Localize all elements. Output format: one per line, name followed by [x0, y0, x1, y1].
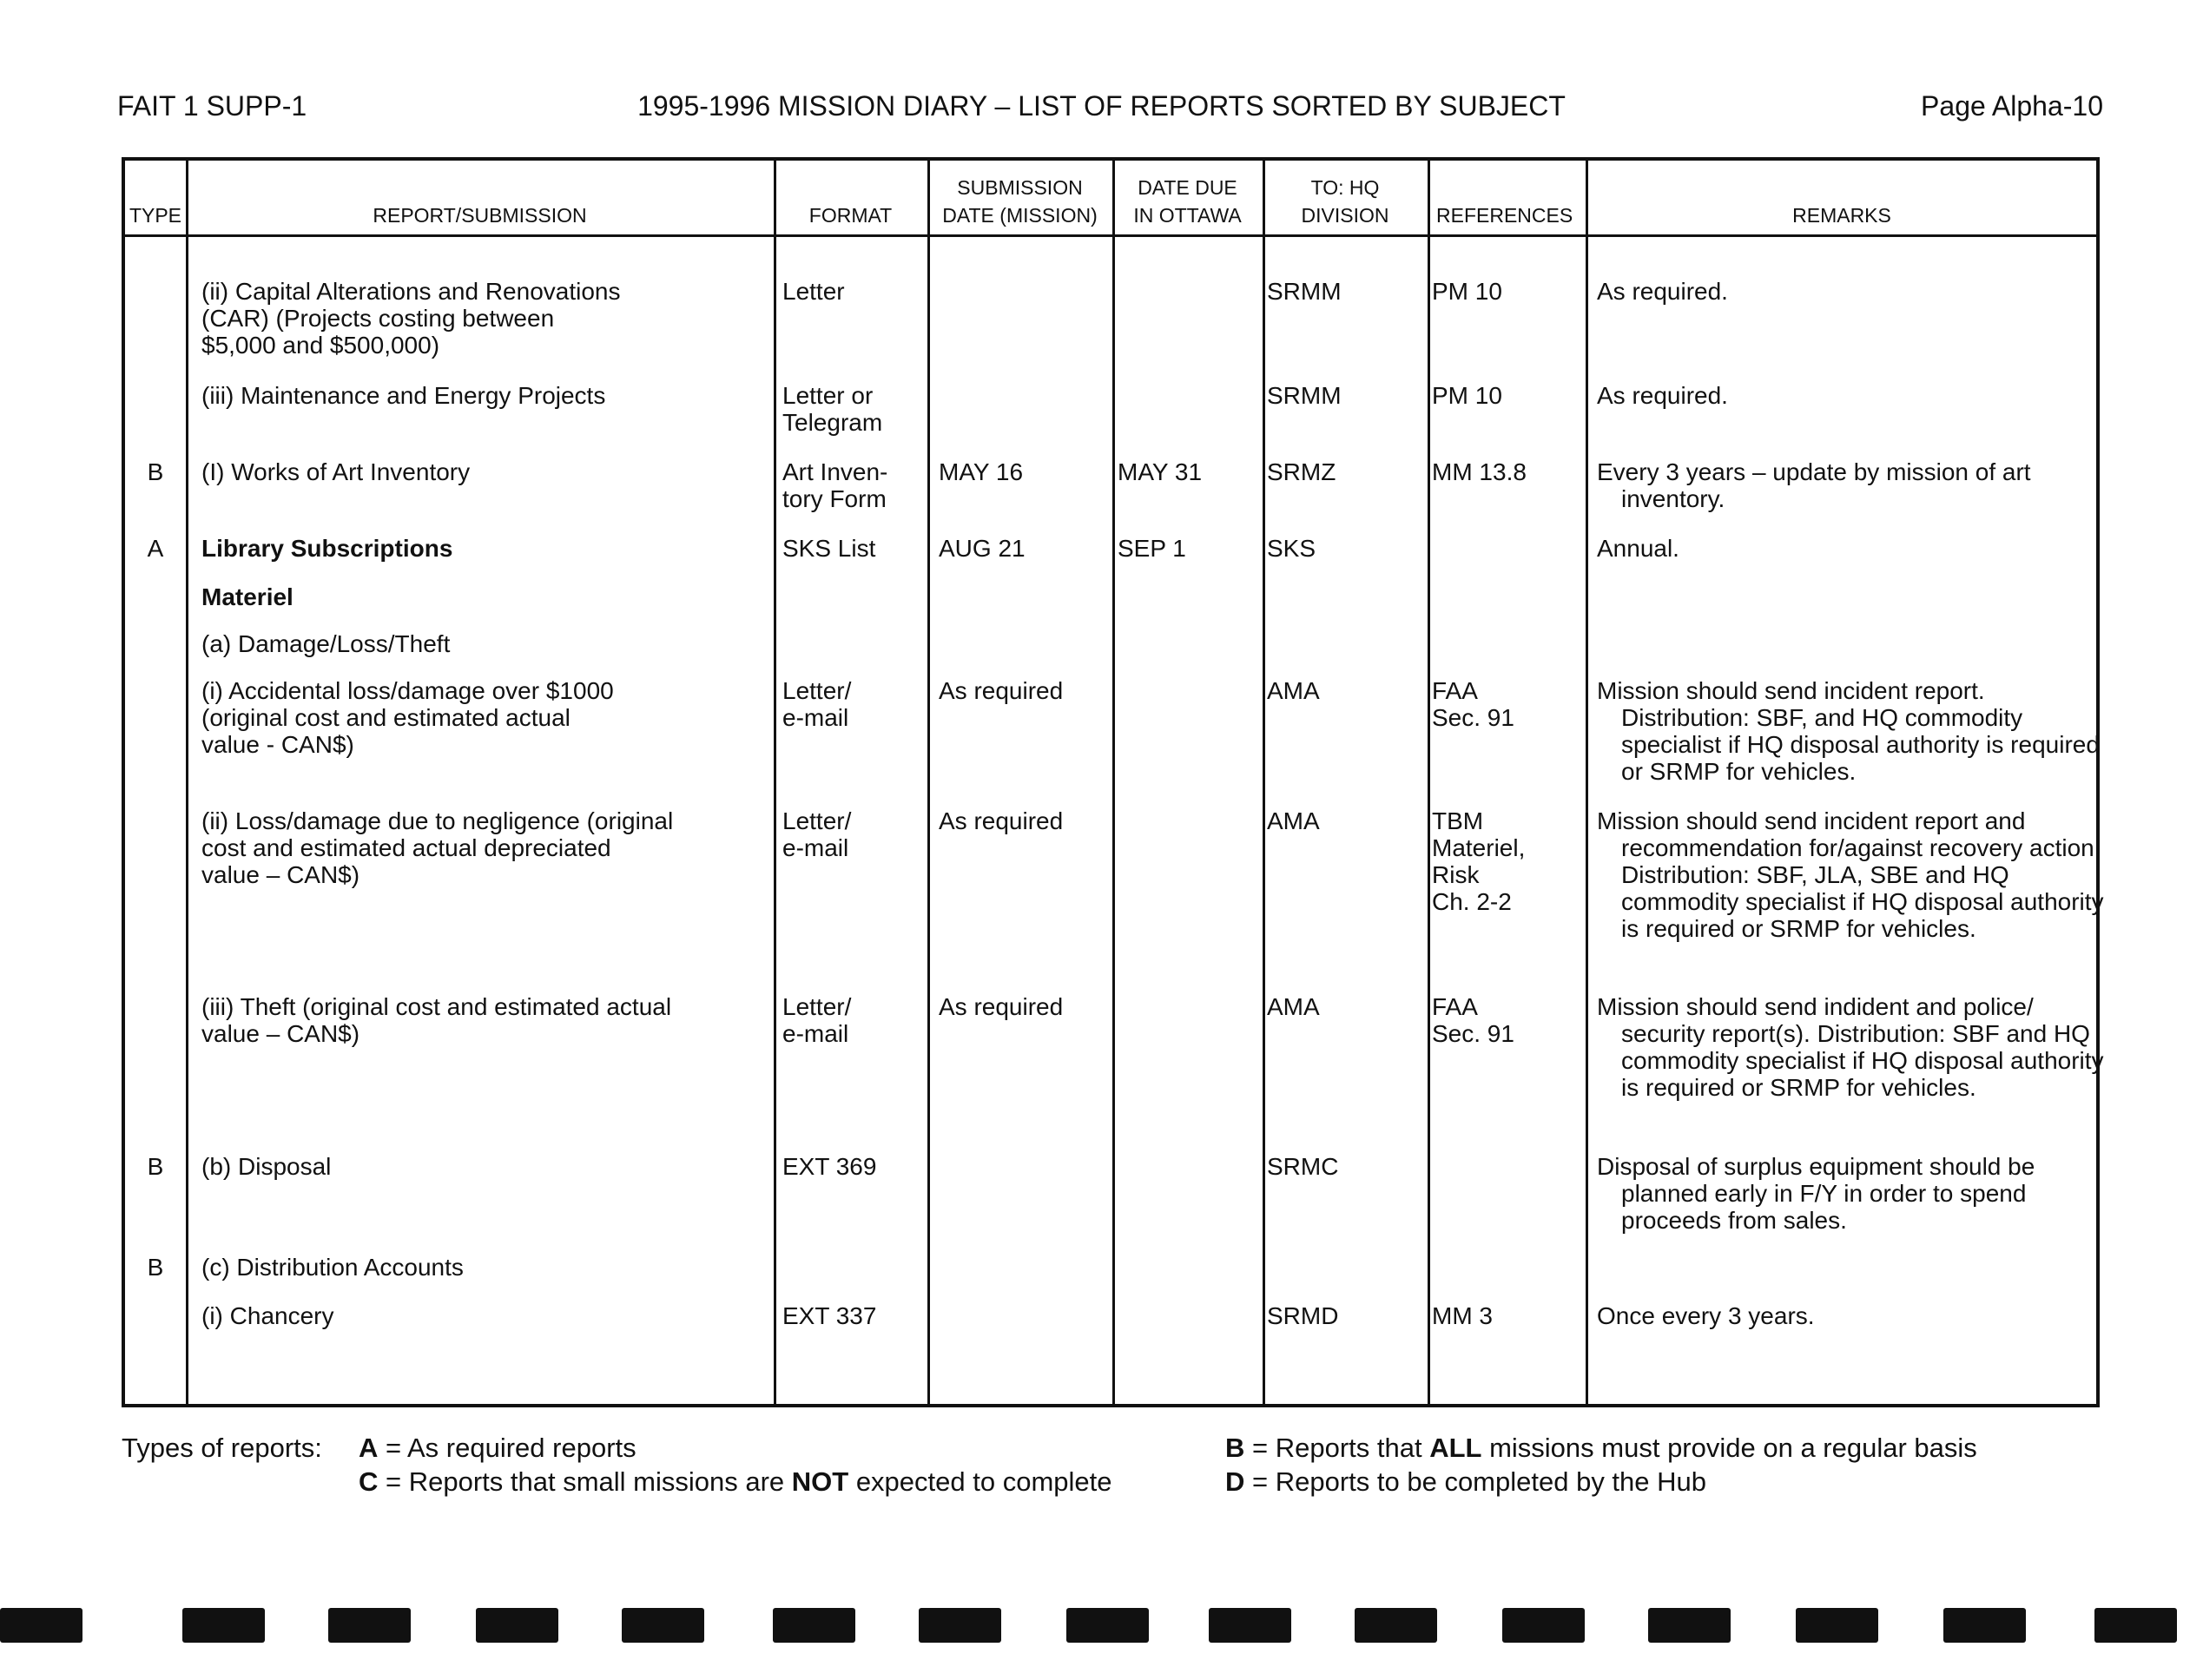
column-divider — [927, 161, 930, 1404]
legend-item-b — [1225, 1433, 1977, 1464]
binder-punch-hole — [476, 1608, 558, 1643]
binder-punch-hole — [328, 1608, 411, 1643]
table-cell-division: SRMM — [1267, 382, 1342, 409]
binder-punch-hole — [1648, 1608, 1731, 1643]
legend-emphasis-all: ALL — [1429, 1433, 1482, 1463]
table-cell-remarks: Once every 3 years. — [1597, 1302, 1815, 1329]
table-cell-references: TBM Materiel, Risk Ch. 2-2 — [1432, 807, 1526, 915]
legend-item-d — [1225, 1466, 1706, 1498]
table-cell-submission: MAY 16 — [939, 458, 1024, 485]
table-cell-remarks: Annual. — [1597, 535, 1679, 562]
table-cell-division: SRMZ — [1267, 458, 1336, 485]
legend-text-b-2: missions must provide on a regular basis — [1481, 1433, 1977, 1463]
document-title: 1995-1996 MISSION DIARY – LIST OF REPORTS SORTED BY SUBJECT — [637, 90, 1566, 122]
table-cell-submission: As required — [939, 807, 1064, 834]
column-header-type: TYPE — [129, 204, 182, 227]
table-cell-submission: As required — [939, 677, 1064, 704]
column-divider — [1586, 161, 1588, 1404]
table-cell-report: (b) Disposal — [201, 1153, 332, 1180]
table-cell-format: SKS List — [782, 535, 876, 562]
table-cell-remarks: Disposal of surplus equipment should be planned early in F/Y in order to spend proceeds from sales. — [1597, 1153, 2035, 1234]
table-cell-type: B — [147, 1254, 164, 1281]
column-divider — [186, 161, 188, 1404]
table-cell-format: Art Inven- tory Form — [782, 458, 888, 512]
binder-punch-hole — [919, 1608, 1001, 1643]
column-header-division: TO: HQ DIVISION — [1301, 176, 1389, 227]
table-cell-division: SKS — [1267, 535, 1316, 562]
table-cell-type: B — [147, 458, 164, 485]
binder-punch-hole — [1209, 1608, 1291, 1643]
table-cell-submission: As required — [939, 993, 1064, 1020]
table-cell-references: PM 10 — [1432, 278, 1502, 305]
table-cell-remarks: As required. — [1597, 278, 1728, 305]
table-cell-division: AMA — [1267, 807, 1320, 834]
table-cell-report: (ii) Loss/damage due to negligence (original cost and estimated actual depreciated value – CAN$) — [201, 807, 674, 888]
legend-key-c: C — [359, 1466, 379, 1497]
table-cell-report: (I) Works of Art Inventory — [201, 458, 471, 485]
column-header-references: REFERENCES — [1436, 204, 1573, 227]
column-divider — [1263, 161, 1265, 1404]
table-cell-references: PM 10 — [1432, 382, 1502, 409]
table-cell-references: MM 3 — [1432, 1302, 1493, 1329]
table-cell-remarks: As required. — [1597, 382, 1728, 409]
table-cell-format: Letter/ e-mail — [782, 677, 852, 731]
table-cell-division: SRMD — [1267, 1302, 1339, 1329]
table-cell-division: AMA — [1267, 993, 1320, 1020]
binder-punch-hole — [0, 1608, 82, 1643]
table-cell-report: (ii) Capital Alterations and Renovations (CAR) (Projects costing between $5,000 and $500,000) — [201, 278, 621, 359]
table-cell-report: (c) Distribution Accounts — [201, 1254, 464, 1281]
table-cell-remarks: Mission should send incident report. Distribution: SBF, and HQ commodity specialist if HQ disposal authority is required or SRMP for vehicles. — [1597, 677, 2100, 785]
column-header-remarks: REMARKS — [1792, 204, 1891, 227]
reports-table — [122, 157, 2104, 1407]
table-cell-report: Library Subscriptions — [201, 535, 453, 562]
table-cell-format: Letter or Telegram — [782, 382, 883, 436]
table-cell-references: MM 13.8 — [1432, 458, 1527, 485]
legend-text-c-1: = Reports that small missions are — [378, 1466, 792, 1497]
legend-item-a — [359, 1433, 636, 1464]
table-cell-division: SRMM — [1267, 278, 1342, 305]
legend-text-d: = Reports to be completed by the Hub — [1244, 1466, 1707, 1497]
legend-key-b: B — [1225, 1433, 1245, 1463]
legend-key-a: A — [359, 1433, 379, 1463]
table-cell-references: FAA Sec. 91 — [1432, 993, 1514, 1047]
table-cell-format: Letter/ e-mail — [782, 807, 852, 861]
table-cell-type: A — [147, 535, 164, 562]
legend-item-c — [359, 1466, 1112, 1498]
binder-punch-hole — [1502, 1608, 1585, 1643]
table-cell-submission: AUG 21 — [939, 535, 1026, 562]
table-cell-remarks: Mission should send incident report and recommendation for/against recovery action. Distribution: SBF, JLA, SBE and HQ commodity specialist if HQ disposal authority is required or SRMP for vehicles. — [1597, 807, 2104, 942]
column-header-report: REPORT/SUBMISSION — [373, 204, 587, 227]
legend-label: Types of reports: — [122, 1433, 322, 1463]
table-cell-report: (a) Damage/Loss/Theft — [201, 630, 451, 657]
binder-punch-hole — [773, 1608, 855, 1643]
binder-punch-hole — [182, 1608, 265, 1643]
legend-text-c-2: expected to complete — [848, 1466, 1112, 1497]
binder-punch-hole — [1355, 1608, 1437, 1643]
binder-punch-hole — [1943, 1608, 2026, 1643]
binder-punch-hole — [2094, 1608, 2177, 1643]
binder-punch-hole — [1066, 1608, 1149, 1643]
document-code: FAIT 1 SUPP-1 — [117, 90, 307, 122]
column-divider — [1428, 161, 1430, 1404]
table-cell-report: Materiel — [201, 583, 294, 610]
table-cell-remarks: Every 3 years – update by mission of art inventory. — [1597, 458, 2031, 512]
table-cell-report: (i) Accidental loss/damage over $1000 (original cost and estimated actual value - CAN$) — [201, 677, 614, 758]
column-header-format: FORMAT — [808, 204, 893, 227]
column-divider — [774, 161, 776, 1404]
table-cell-report: (iii) Theft (original cost and estimated actual value – CAN$) — [201, 993, 672, 1047]
table-cell-type: B — [147, 1153, 164, 1180]
legend-key-d: D — [1225, 1466, 1245, 1497]
binder-punch-hole — [1796, 1608, 1878, 1643]
table-cell-report: (iii) Maintenance and Energy Projects — [201, 382, 606, 409]
table-cell-report: (i) Chancery — [201, 1302, 334, 1329]
table-cell-due: SEP 1 — [1118, 535, 1186, 562]
table-cell-division: SRMC — [1267, 1153, 1339, 1180]
table-cell-format: EXT 369 — [782, 1153, 877, 1180]
header-divider — [125, 234, 2096, 237]
table-cell-division: AMA — [1267, 677, 1320, 704]
table-cell-references: FAA Sec. 91 — [1432, 677, 1514, 731]
table-cell-format: Letter/ e-mail — [782, 993, 852, 1047]
table-cell-format: Letter — [782, 278, 845, 305]
legend-text-b-1: = Reports that — [1244, 1433, 1430, 1463]
binder-punch-hole — [622, 1608, 704, 1643]
page-number: Page Alpha-10 — [1921, 90, 2103, 122]
table-cell-remarks: Mission should send indident and police/ security report(s). Distribution: SBF and HQ commodity specialist if HQ disposal authority is required or SRMP for vehicles. — [1597, 993, 2104, 1101]
table-cell-format: EXT 337 — [782, 1302, 877, 1329]
legend-text-a: = As required reports — [378, 1433, 636, 1463]
column-header-submission-date: SUBMISSION DATE (MISSION) — [942, 176, 1098, 227]
column-header-date-due: DATE DUE IN OTTAWA — [1133, 176, 1242, 227]
table-cell-due: MAY 31 — [1118, 458, 1203, 485]
legend-emphasis-not: NOT — [791, 1466, 849, 1497]
column-divider — [1112, 161, 1115, 1404]
